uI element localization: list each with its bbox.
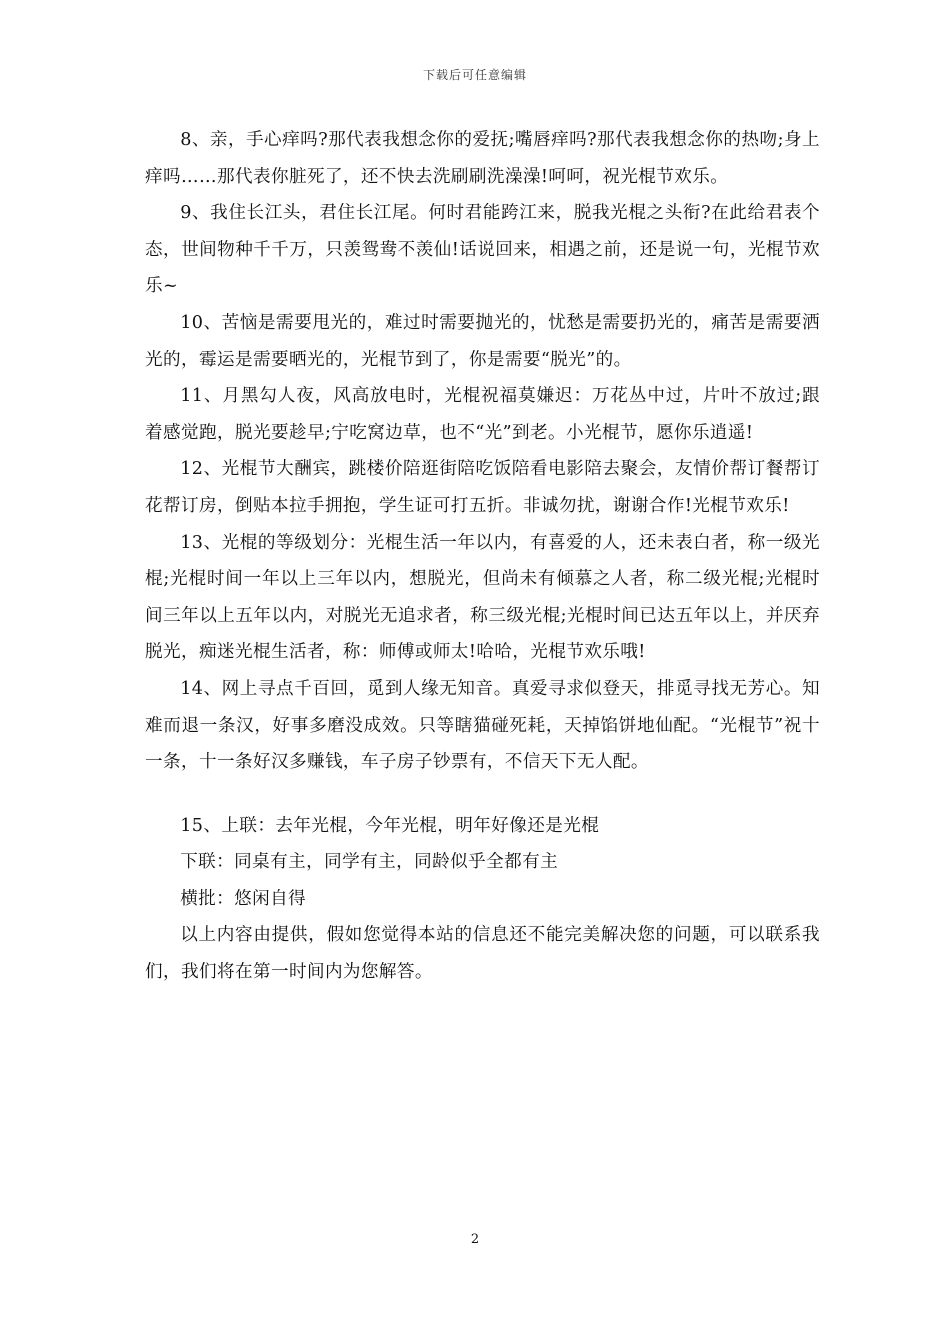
- paragraph-12: 12、光棍节大酬宾，跳楼价陪逛街陪吃饭陪看电影陪去聚会，友情价帮订餐帮订花帮订房，倒贴本拉手拥抱，学生证可打五折。非诚勿扰，谢谢合作!光棍节欢乐!: [145, 459, 820, 516]
- page-header: 下载后可任意编辑: [422, 68, 527, 82]
- paragraph-13: 13、光棍的等级划分：光棍生活一年以内，有喜爱的人，还未表白者，称一级光棍;光棍时间一年以上三年以内，想脱光，但尚未有倾慕之人者，称二级光棍;光棍时间三年以上五年以内，对脱光无追求者，称三级光棍;光棍时间已达五年以上，并厌弃脱光，痴迷光棍生活者，称：师傅或师太!哈哈，光棍节欢乐哦!: [145, 532, 820, 663]
- paragraph-14: 14、网上寻点千百回，觅到人缘无知音。真爱寻求似登天，排觅寻找无芳心。知难而退一条汉，好事多磨没成效。只等瞎猫碰死耗，天掉馅饼地仙配。“光棍节”祝十一条，十一条好汉多赚钱，车子房子钞票有，不信天下无人配。: [145, 678, 820, 773]
- closing-paragraph: 以上内容由提供，假如您觉得本站的信息还不能完美解决您的问题，可以联系我们，我们将在第一时间内为您解答。: [145, 925, 820, 983]
- couplet-lower: 下联：同桌有主，同学有主，同龄似乎全都有主: [180, 852, 559, 873]
- spacer: [145, 781, 820, 808]
- couplet-horizontal: 横批：悠闲自得: [180, 888, 307, 909]
- document-body: [145, 122, 820, 991]
- couplet-upper: 15、上联：去年光棍，今年光棍，明年好像还是光棍: [180, 815, 600, 836]
- paragraph-9: 9、我住长江头，君住长江尾。何时君能跨江来，脱我光棍之头衔?在此给君表个态，世间物种千千万，只羡鸳鸯不羡仙!话说回来，相遇之前，还是说一句，光棍节欢乐~: [145, 203, 820, 297]
- paragraph-11: 11、月黑勾人夜，风高放电时，光棍祝福莫嫌迟：万花丛中过，片叶不放过;跟着感觉跑，脱光要趁早;宁吃窝边草，也不“光”到老。小光棍节，愿你乐逍遥!: [145, 386, 820, 443]
- paragraph-8: 8、亲，手心痒吗?那代表我想念你的爱抚;嘴唇痒吗?那代表我想念你的热吻;身上痒吗……那代表你脏死了，还不快去洗刷刷洗澡澡!呵呵，祝光棍节欢乐。: [145, 130, 820, 187]
- paragraph-10: 10、苦恼是需要甩光的，难过时需要抛光的，忧愁是需要扔光的，痛苦是需要洒光的，霉运是需要晒光的，光棍节到了，你是需要“脱光”的。: [145, 312, 820, 370]
- page-number: 2: [470, 1232, 480, 1247]
